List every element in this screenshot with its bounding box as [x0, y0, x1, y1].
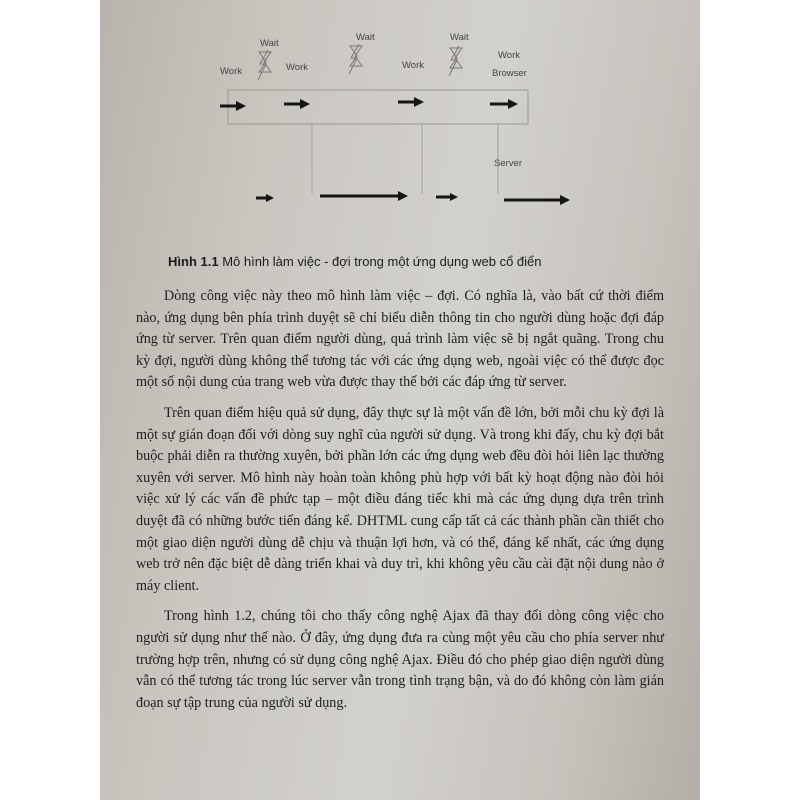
server-work-arrow: [256, 194, 274, 202]
browser-timeline-box: [228, 90, 528, 124]
browser-work-arrow: [284, 99, 310, 109]
figure-caption: [168, 254, 688, 269]
body-text: [136, 286, 664, 723]
paragraph: Trên quan điểm hiệu quả sử dụng, đây thực sự là một vấn đề lớn, bởi mỗi chu kỳ đợi là một sự gián đoạn đối với dòng suy nghĩ của người sử dụng. Và trong khi đấy, chu kỳ đợi bắt buộc phải diễn ra thường xuyên, bởi phần lớn các ứng dụng web đều đòi hỏi liên lạc thường xuyên với server. Mô hình này hoàn toàn không phù hợp với bất kỳ hoạt động nào đòi hỏi việc xử lý các vấn đề phức tạp – một điều đáng tiếc khi mà các ứng dụng dựa trên trình duyệt đã có những bước tiến đáng kể. DHTML cung cấp tất cả các thành phần cần thiết cho một giao diện người dùng dễ chịu và thuận lợi hơn, và có thể, đáng kể nhất, các ứng dụng web trở nên đặc biệt dễ dàng triển khai và duy trì, khi không yêu cầu cài đặt nội dung nào ở máy client.: [136, 404, 664, 594]
browser-label: Browser: [492, 68, 527, 79]
work-label: Work: [402, 60, 424, 71]
server-label: Server: [494, 158, 522, 169]
figure-caption-text: Mô hình làm việc - đợi trong một ứng dụng web cổ điển: [222, 254, 542, 269]
server-work-arrow: [320, 191, 408, 201]
paragraph: Trong hình 1.2, chúng tôi cho thấy công nghệ Ajax đã thay đổi dòng công việc cho người sử dụng như thế nào. Ở đây, ứng dụng đưa ra cùng một yêu cầu cho phía server như trường hợp trên, nhưng có sử dụng công nghệ Ajax. Điều đó cho phép giao diện người dùng vẫn có thể tương tác trong lúc server vẫn trong tình trạng bận, và do đó không còn làm gián đoạn sự tập trung của người sử dụng.: [136, 608, 664, 711]
work-label: Work: [286, 62, 308, 73]
hourglass-icon: [449, 46, 462, 76]
hourglass-icon: [258, 50, 271, 80]
browser-work-arrow: [398, 97, 424, 107]
wait-label: Wait: [356, 32, 375, 43]
wait-label: Wait: [260, 38, 279, 49]
browser-work-arrow: [490, 99, 518, 109]
hourglass-icon: [349, 44, 362, 74]
server-work-arrow: [436, 193, 458, 201]
figure-number: Hình 1.1: [168, 254, 219, 269]
work-label: Work: [220, 66, 242, 77]
wait-label: Wait: [450, 32, 469, 43]
work-label: Work: [498, 50, 520, 61]
server-work-arrow: [504, 195, 570, 205]
work-wait-diagram: [100, 0, 700, 240]
diagram-graphics: [100, 0, 700, 240]
paragraph: Dòng công việc này theo mô hình làm việc – đợi. Có nghĩa là, vào bất cứ thời điểm nào, ứng dụng bên phía trình duyệt sẽ chỉ biểu diễn thông tin cho người dùng hoặc đợi đáp ứng từ server. Trên quan điểm người dùng, quá trình làm việc sẽ bị ngắt quãng. Trong chu kỳ đợi, người dùng không thể tương tác với các ứng dụng web, ngoài việc có thể được đọc một số nội dung của trang web vừa được thay thế bởi các đáp ứng từ server.: [136, 288, 664, 391]
browser-work-arrow: [220, 101, 246, 111]
